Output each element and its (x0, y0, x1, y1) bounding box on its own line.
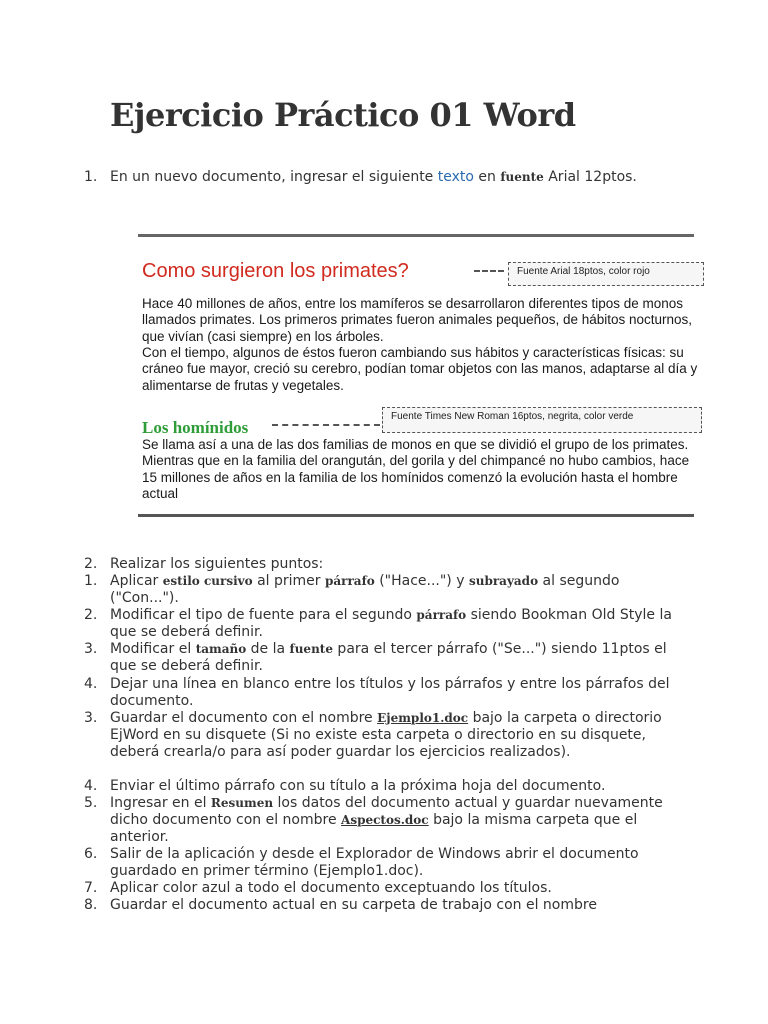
item-number: 5. (84, 795, 98, 811)
texto-link[interactable]: texto (437, 169, 474, 185)
list-item (84, 795, 674, 846)
item-number: 2. (84, 556, 98, 572)
item-number: 2. (84, 607, 98, 623)
list-item (84, 573, 674, 607)
item-number: 7. (84, 880, 98, 896)
item-number: 1. (84, 573, 98, 589)
item-number: 3. (84, 641, 98, 657)
list-item (84, 641, 674, 675)
item-text: Guardar el documento actual en su carpeta de trabajo con el nombre (110, 897, 597, 913)
figure-heading: Como surgieron los primates? (142, 260, 409, 282)
item-number: 6. (84, 846, 98, 862)
item-number: 4. (84, 676, 98, 692)
figure-subheading: Los homínidos (142, 418, 249, 437)
item-number: 8. (84, 897, 98, 913)
bottom-rule (138, 514, 694, 517)
list-item (84, 897, 674, 914)
figure-paragraph-2: Con el tiempo, algunos de éstos fueron cambiando sus hábitos y características físicas: su cráneo fue mayor, creció su cerebro, podían tomar objetos con las manos, adaptarse al día y alimentarse de frutas y vegetales. (142, 345, 698, 393)
item-text: Ingresar en el Resumen los datos del documento actual y guardar nuevamente dicho documento con el nombre Aspectos.doc bajo la misma carpeta que el anterior. (110, 795, 663, 845)
list-item (84, 880, 674, 897)
item-text: Enviar el último párrafo con su título a la próxima hoja del documento. (110, 778, 606, 794)
callout-note-1: Fuente Arial 18ptos, color rojo (508, 262, 704, 286)
item-number: 3. (84, 710, 98, 726)
list-item (84, 846, 674, 880)
list-item (84, 710, 674, 761)
list-item (84, 676, 674, 710)
item-text: Aplicar estilo cursivo al primer párrafo ("Hace...") y subrayado al segundo ("Con..."). (110, 573, 620, 606)
item-text: Realizar los siguientes puntos: (110, 556, 324, 572)
item-number: 4. (84, 778, 98, 794)
callout-note-2: Fuente Times New Roman 16ptos, negrita, color verde (382, 407, 702, 433)
item-text: Modificar el tipo de fuente para el segundo párrafo siendo Bookman Old Style la que se deberá definir. (110, 607, 672, 640)
item-text: En un nuevo documento, ingresar el siguiente texto en fuente Arial 12ptos. (110, 169, 637, 185)
document-title: Ejercicio Práctico 01 Word (110, 96, 576, 134)
item-number: 1. (84, 169, 98, 185)
list-item (84, 778, 674, 795)
callout-connector (474, 270, 504, 272)
figure-paragraph-1: Hace 40 millones de años, entre los mamíferos se desarrollaron diferentes tipos de monos llamados primates. Los primeros primates fueron animales pequeños, de hábitos nocturnos, que vivían (casi siempre) en los árboles. (142, 296, 693, 344)
item-text: Dejar una línea en blanco entre los títulos y los párrafos y entre los párrafos del documento. (110, 676, 670, 709)
bold-term: fuente (500, 170, 544, 184)
figure-paragraph-3: Se llama así a una de las dos familias de monos en que se dividió el grupo de los primates. Mientras que en la familia del orangután, del gorila y del chimpancé no hubo cambios, hace 15 millones de años en la familia de los homínidos comenzó la evolución hasta el hombre actual (142, 437, 690, 501)
item-text: Salir de la aplicación y desde el Explorador de Windows abrir el documento guardado en primer término (Ejemplo1.doc). (110, 846, 639, 879)
list-item (84, 556, 674, 573)
list-item (84, 169, 674, 186)
callout-connector (272, 424, 380, 426)
item-text: Modificar el tamaño de la fuente para el tercer párrafo ("Se...") siendo 11ptos el que se deberá definir. (110, 641, 667, 674)
item-text: Guardar el documento con el nombre Ejemplo1.doc bajo la carpeta o directorio EjWord en su disquete (Si no existe esta carpeta o directorio en su disquete, deberá crearla/o para así poder guardar los ejercicios realizados). (110, 710, 662, 760)
list-item (84, 607, 674, 641)
top-rule (138, 234, 694, 237)
item-text: Aplicar color azul a todo el documento exceptuando los títulos. (110, 880, 552, 896)
example-image (138, 234, 698, 519)
